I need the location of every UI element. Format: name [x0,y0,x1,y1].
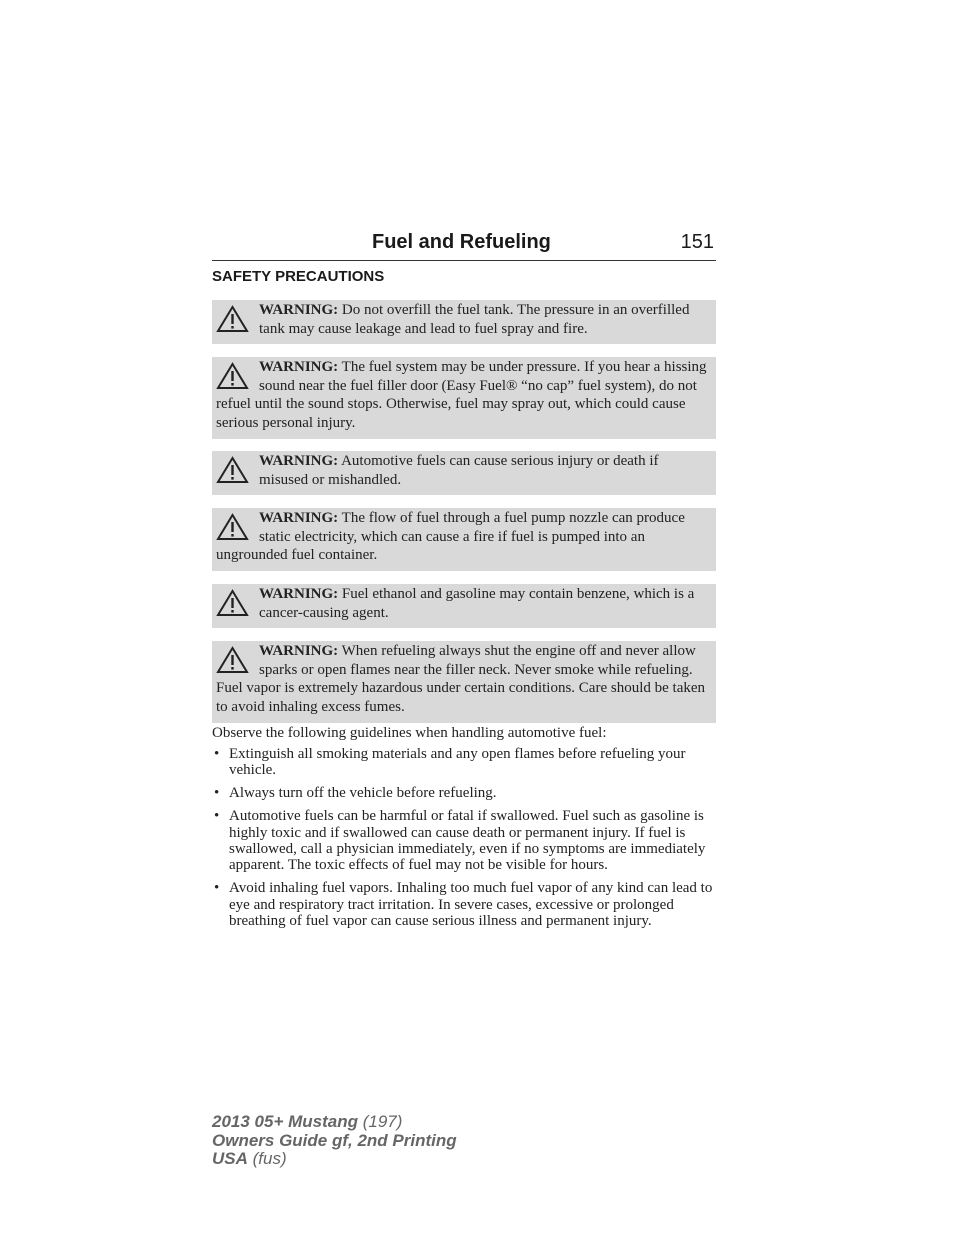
warning-box [212,584,716,628]
warning-label: WARNING: [259,510,339,526]
warning-triangle-icon [216,305,249,333]
warning-box [212,508,716,571]
list-item: • Avoid inhaling fuel vapors. Inhaling too much fuel vapor of any kind can lead to eye and respiratory tract irritation. In severe cases, excessive or prolonged breathing of fuel vapor can cause serious illness and permanent injury. [212,880,716,929]
section-title: SAFETY PRECAUTIONS [212,268,385,285]
warning-box [212,451,716,495]
warning-triangle-icon [216,513,249,541]
footer-market-code: (fus) [247,1149,287,1168]
warning-triangle-icon [216,646,249,674]
guidelines-list [212,746,716,936]
warning-text: The flow of fuel through a fuel pump nozzle can produce static electricity, which can cause a fire if fuel is pumped into an ungrounded fuel container. [216,510,685,564]
warning-label: WARNING: [259,453,339,469]
warning-text: The fuel system may be under pressure. If you hear a hissing sound near the fuel filler door (Easy Fuel® “no cap” fuel system), do not refuel until the sound stops. Otherwise, fuel may spray out, which could cause serious personal injury. [216,359,707,432]
warning-box [212,641,716,723]
footer-model: 2013 05+ Mustang [212,1112,358,1131]
warning-box [212,357,716,439]
footer-model-code: (197) [358,1112,403,1131]
warning-label: WARNING: [259,359,339,375]
footer-guide: Owners Guide gf, 2nd Printing [212,1130,457,1150]
footer-market: USA [212,1149,248,1168]
warning-triangle-icon [216,362,249,390]
guidelines-intro: Observe the following guidelines when handling automotive fuel: [212,725,607,741]
warning-label: WARNING: [259,586,339,602]
warning-box [212,300,716,344]
warning-label: WARNING: [259,302,339,318]
warning-triangle-icon [216,589,249,617]
list-item: • Automotive fuels can be harmful or fatal if swallowed. Fuel such as gasoline is highly toxic and if swallowed can cause death or permanent injury. If fuel is swallowed, call a physician immediately, even if no symptoms are immediately apparent. The toxic effects of fuel may not be visible for hours. [212,808,716,874]
page-number: 151 [680,231,714,253]
list-item: • Extinguish all smoking materials and any open flames before refueling your vehicle. [212,746,716,779]
warning-text: Fuel ethanol and gasoline may contain benzene, which is a cancer-causing agent. [259,586,695,621]
page-footer [212,1113,457,1169]
list-item: • Always turn off the vehicle before refueling. [212,785,716,801]
warning-triangle-icon [216,456,249,484]
chapter-title: Fuel and Refueling [372,231,551,253]
page-header [212,229,716,261]
warning-text: When refueling always shut the engine off and never allow sparks or open flames near the filler neck. Never smoke while refueling. Fuel vapor is extremely hazardous under certain conditions. Care should be taken to avoid inhaling excess fumes. [216,643,706,716]
warning-text: Automotive fuels can cause serious injury or death if misused or mishandled. [259,453,659,488]
warning-text: Do not overfill the fuel tank. The pressure in an overfilled tank may cause leakage and lead to fuel spray and fire. [259,302,690,337]
warning-label: WARNING: [259,643,339,659]
